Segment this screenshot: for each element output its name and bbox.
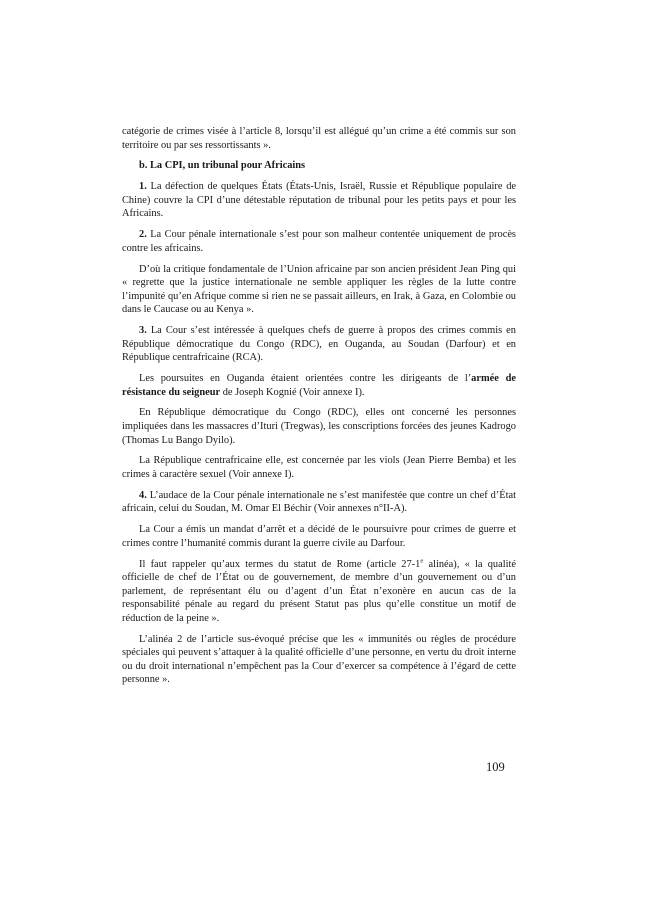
emphasis-text: armée de résistance du seigneur — [122, 373, 516, 398]
page-body — [122, 125, 516, 694]
paragraph-number: 2. — [139, 229, 147, 241]
paragraph-ouganda — [122, 372, 516, 399]
paragraph-text: L’audace de la Cour pénale internationale ne s’est manifestée que contre un chef d’État africain, celui du Soudan, M. Omar El Béchir (Voir annexes n°II-A). — [122, 489, 516, 515]
paragraph-1 — [122, 180, 516, 221]
paragraph-text: La Cour pénale internationale s’est pour son malheur contentée uniquement de procès contre les africains. — [122, 229, 516, 254]
paragraph-text: alinéa), « la qualité officielle de chef de l’État ou de gouvernement, de membre d’un gouvernement ou d’un parlement, de représentant élu ou d’agent d’un État n’exonère en aucun cas de la responsabilité pénale au regard du présent Statut pas plus qu’elle constitue un motif de réduction de la peine ». — [122, 558, 516, 624]
paragraph-text: Les poursuites en Ouganda étaient orientées contre les dirigeants de l’ — [139, 373, 472, 385]
paragraph-continuation: catégorie de crimes visée à l’article 8, lorsqu’il est allégué qu’un crime a été commis sur son territoire ou par ses ressortissants ». — [122, 126, 516, 151]
paragraph-text: de Joseph Kognié (Voir annexe I). — [220, 386, 365, 398]
section-heading: b. La CPI, un tribunal pour Africains — [139, 160, 306, 172]
paragraph-jean-ping: D’où la critique fondamentale de l’Union africaine par son ancien président Jean Ping qui « regrette que la justice internationale ne semble appliquer les règles de la lutte contre l’impunité qu’en Afrique comme si rien ne se passait ailleurs, en Irak, à Gaza, en Colombie ou dans le Caucase ou au Kenya ». — [122, 263, 516, 316]
superscript: e — [420, 557, 424, 565]
paragraph-number: 4. — [139, 489, 147, 501]
paragraph-3 — [122, 324, 516, 365]
paragraph-2 — [122, 228, 516, 255]
page-number: 109 — [486, 760, 505, 774]
paragraph-number: 1. — [139, 181, 147, 193]
paragraph-rca: La République centrafricaine elle, est concernée par les viols (Jean Pierre Bemba) et les crimes à caractère sexuel (Voir annexe I). — [122, 455, 516, 480]
paragraph-number: 3. — [139, 325, 147, 337]
paragraph-mandat: La Cour a émis un mandat d’arrêt et a décidé de le poursuivre pour crimes de guerre et crimes contre l’humanité commis durant la guerre civile au Darfour. — [122, 524, 516, 549]
paragraph-4 — [122, 489, 516, 516]
paragraph-rdc: En République démocratique du Congo (RDC), elles ont concerné les personnes impliquées dans les massacres d’Ituri (Tregwas), les conscriptions forcées des jeunes Kadrogo (Thomas Lu Bango Dyilo). — [122, 407, 516, 446]
paragraph-text: La Cour s’est intéressée à quelques chefs de guerre à propos des crimes commis en République démocratique du Congo (RDC), en Ouganda, au Soudan (Darfour) et en République centrafricaine (RCA). — [122, 325, 516, 364]
paragraph-alinea-2: L’alinéa 2 de l’article sus-évoqué précise que les « immunités ou règles de procédure spéciales qui peuvent s’attaquer à la qualité officielle d’une personne, en vertu du droit interne ou du droit international n’empêchent pas la Cour d’exercer sa compétence à l’égard de cette personne ». — [122, 633, 516, 686]
paragraph-statut-rome — [122, 558, 516, 626]
paragraph-text: Il faut rappeler qu’aux termes du statut de Rome (article 27-1 — [139, 558, 421, 570]
paragraph-text: La défection de quelques États (États-Unis, Israël, Russie et République populaire de Chine) couvre la CPI d’une détestable réputation de tribunal pour les petits pays et pour les Africains. — [122, 181, 516, 220]
